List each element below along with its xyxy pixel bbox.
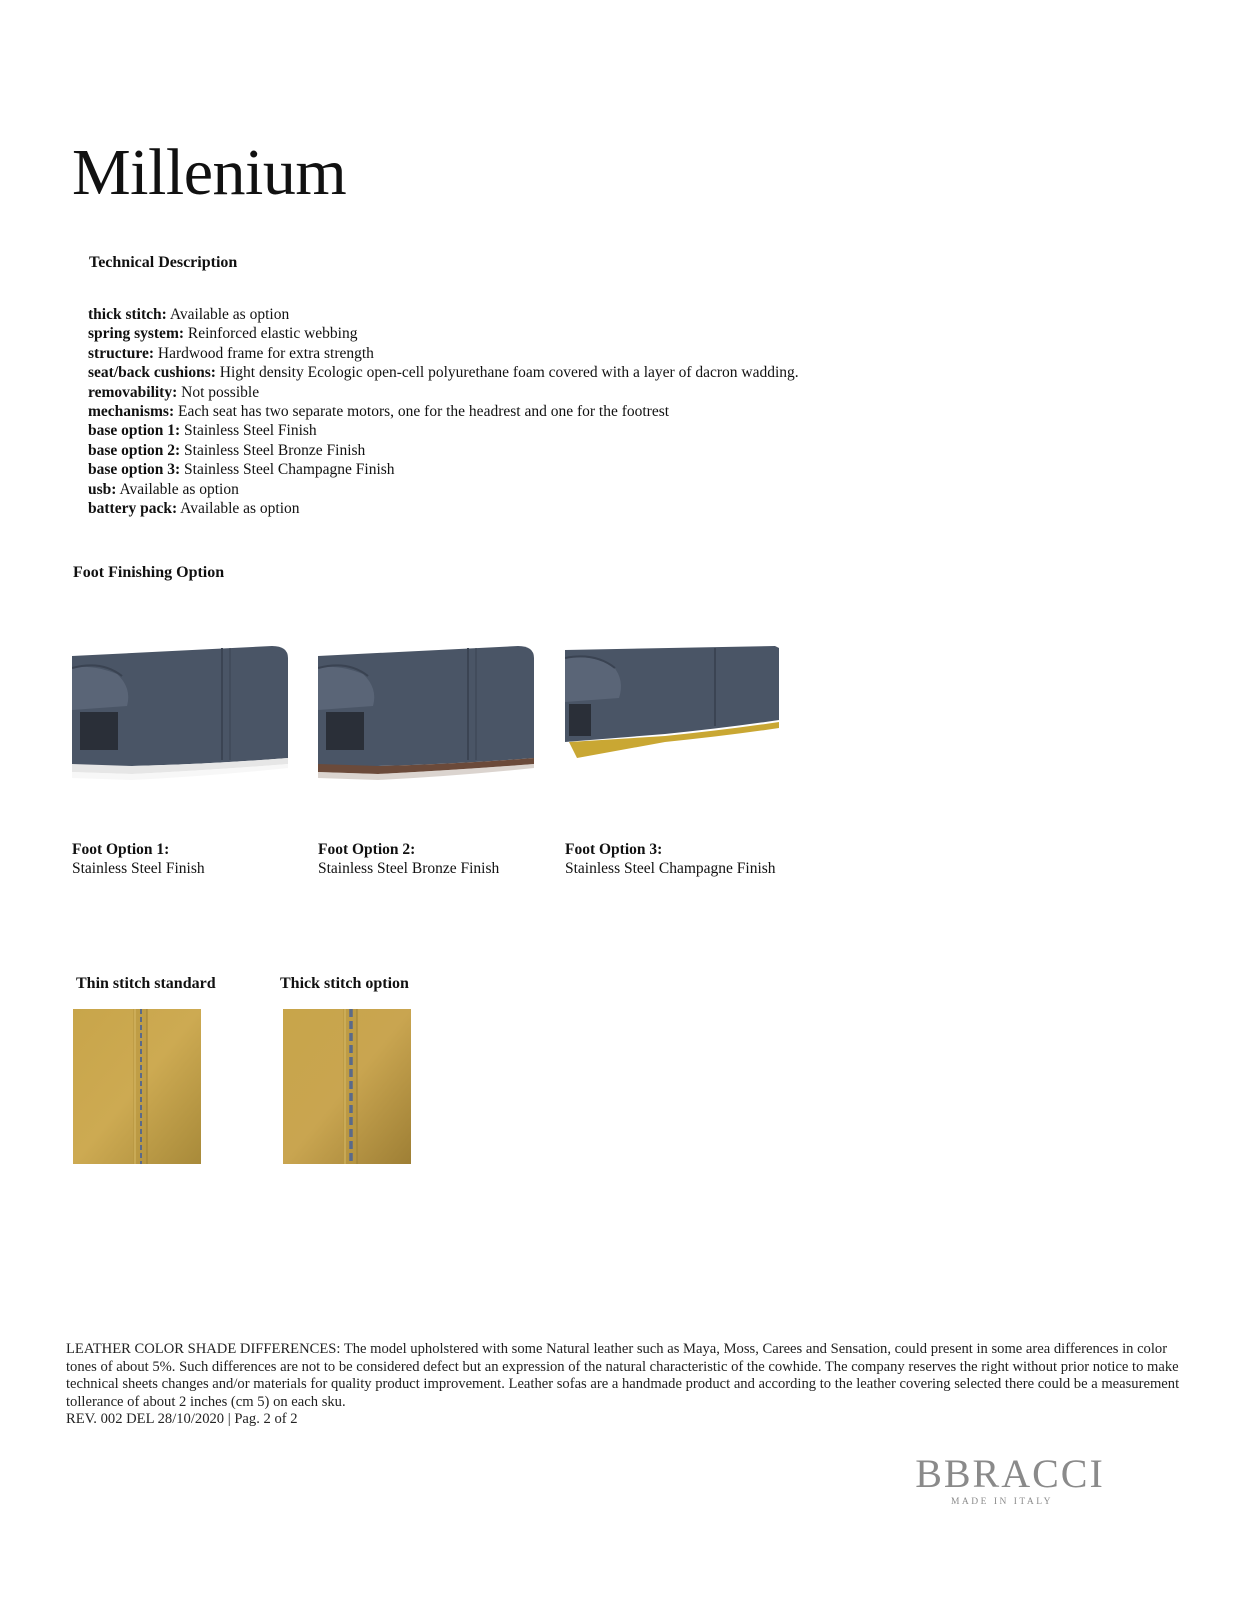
spec-value: Available as option (119, 480, 239, 498)
spec-label: removability: (88, 383, 178, 401)
spec-label: battery pack: (88, 500, 178, 518)
logo-tagline: MADE IN ITALY (950, 1497, 1054, 1507)
thin-stitch-image (73, 1009, 201, 1164)
spec-value: Reinforced elastic webbing (187, 325, 358, 343)
foot-option-desc: Stainless Steel Bronze Finish (318, 860, 500, 878)
spec-row (88, 441, 799, 460)
technical-description-heading: Technical Description (89, 254, 238, 271)
foot-option-desc: Stainless Steel Champagne Finish (565, 860, 776, 878)
thick-stitch-image (283, 1009, 411, 1164)
spec-row (88, 383, 799, 402)
spec-label: base option 1: (88, 422, 181, 440)
spec-value: Available as option (180, 500, 300, 518)
spec-label: thick stitch: (88, 306, 167, 323)
bbracci-logo (880, 1451, 1140, 1511)
spec-row (88, 363, 799, 382)
spec-row (88, 460, 799, 479)
spec-label: base option 2: (88, 441, 181, 459)
foot-option-1-caption (72, 840, 205, 879)
logo-wordmark: BBRACCI (915, 1451, 1105, 1496)
spec-label: structure: (88, 344, 154, 362)
spec-value: Available as option (169, 306, 290, 323)
disclaimer-text: LEATHER COLOR SHADE DIFFERENCES: The model upholstered with some Natural leather such as Maya, Moss, Carees and Sensation, could present in some area differences in color tones of about 5%. Such differences are not to be considered defect but an expression of the natural characteristic of the cowhide. The company reserves the right without prior notice to make technical sheets changes and/or materials for quality product improvement. Leather sofas are a handmade product and according to the leather covering selected there could be a measurement tollerance of about 2 inches (cm 5) on each sku. (66, 1341, 1180, 1410)
spec-value: Not possible (181, 383, 260, 401)
foot-option-label: Foot Option 2: (318, 841, 416, 858)
spec-row (88, 402, 799, 421)
spec-value: Hight density Ecologic open-cell polyurethane foam covered with a layer of dacron wadding. (219, 364, 799, 382)
foot-option-3-image (565, 646, 783, 798)
spec-value: Each seat has two separate motors, one for the headrest and one for the footrest (177, 403, 670, 421)
spec-label: mechanisms: (88, 403, 175, 421)
spec-value: Stainless Steel Finish (184, 422, 317, 440)
spec-row (88, 421, 799, 440)
foot-option-3-caption (565, 840, 776, 879)
disclaimer (66, 1341, 1186, 1429)
spec-row (88, 480, 799, 499)
spec-value: Stainless Steel Champagne Finish (184, 461, 395, 479)
spec-row (88, 344, 799, 363)
foot-option-label: Foot Option 1: (72, 841, 170, 858)
spec-row (88, 305, 799, 324)
foot-option-label: Foot Option 3: (565, 841, 663, 858)
spec-value: Hardwood frame for extra strength (157, 344, 374, 362)
thick-stitch-label: Thick stitch option (280, 975, 409, 992)
foot-option-2-image (318, 646, 536, 798)
spec-label: usb: (88, 480, 117, 498)
page-title: Millenium (72, 136, 347, 209)
foot-option-2-caption (318, 840, 499, 879)
thin-stitch-label: Thin stitch standard (76, 975, 216, 992)
spec-label: seat/back cushions: (88, 364, 216, 382)
spec-label: base option 3: (88, 461, 181, 479)
foot-option-desc: Stainless Steel Finish (72, 860, 205, 878)
spec-label: spring system: (88, 325, 185, 343)
spec-row (88, 499, 799, 518)
foot-option-1-image (72, 646, 290, 798)
foot-finishing-heading: Foot Finishing Option (73, 564, 225, 581)
revision-line: REV. 002 DEL 28/10/2020 | Pag. 2 of 2 (66, 1411, 298, 1428)
spec-list (88, 305, 799, 518)
spec-row (88, 324, 799, 343)
spec-value: Stainless Steel Bronze Finish (184, 441, 366, 459)
